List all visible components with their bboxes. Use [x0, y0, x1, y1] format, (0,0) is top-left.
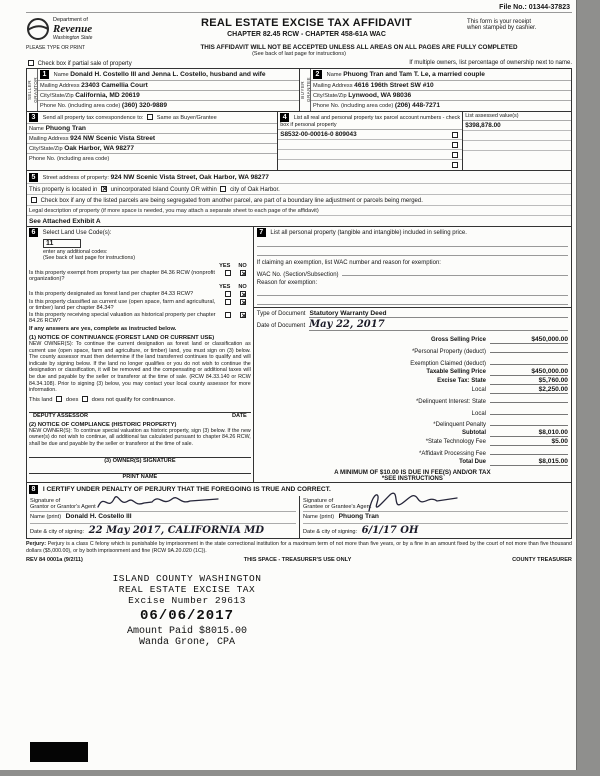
fin-row-tech-fee	[257, 438, 568, 446]
assessed-values-header: List assessed value(s)	[463, 112, 571, 121]
fin-value-personal-deduct	[490, 345, 568, 353]
grantee-signature-label2: Grantee or Grantee's Agent	[303, 504, 372, 511]
seller-phone-row	[38, 101, 299, 111]
grantee-date-value: 6/1/17 OH	[361, 525, 419, 537]
parcel-personal-checkbox-4[interactable]	[452, 162, 458, 168]
personal-property-blank-2	[257, 247, 568, 256]
correspondence-name-value: Phuong Tran	[45, 125, 86, 132]
parcel-row-3	[278, 150, 462, 160]
current-use-no-checkbox[interactable]	[240, 299, 246, 305]
legal-description-label-row	[27, 206, 571, 216]
correspondence-address-value: 924 NW Scenic Vista Street	[70, 135, 156, 142]
seller-side-strip	[27, 69, 38, 111]
grantor-signature-label2: Grantor or Grantor's Agent	[30, 504, 96, 511]
receipt-note-line1: This form is your receipt	[467, 19, 532, 25]
warning-sub: (See back of last page for instructions)	[252, 51, 346, 57]
doc-date-label: Date of Document	[256, 323, 306, 329]
historic-no-checkbox[interactable]	[240, 312, 246, 318]
question-exempt	[29, 270, 251, 282]
form-grid	[26, 68, 572, 539]
fin-row-delinquent-interest-state	[257, 395, 568, 405]
fin-value-delinquent-penalty	[490, 418, 568, 426]
buyer-side-label2: GRANTEE	[305, 77, 311, 103]
deputy-assessor-label: DEPUTY ASSESSOR	[33, 412, 89, 419]
question-historic-text: Is this property receiving special valuation as historical property per chapter 84.26 RCW?	[29, 312, 216, 324]
fin-value-exemption-deduct	[490, 357, 568, 365]
buyer-name-row	[311, 69, 571, 81]
file-number: File No.: 01344-37823	[26, 4, 572, 13]
grantor-name-row	[30, 512, 296, 524]
title-block	[146, 17, 467, 38]
treasurer-space-label: THIS SPACE - TREASURER'S USE ONLY	[243, 557, 352, 564]
fin-value-tech-fee: $5.00	[490, 438, 568, 446]
street-address-value: 924 NW Scenic Vista Street, Oak Harbor, WA 98277	[110, 173, 269, 181]
land-use-code-box[interactable]: 11	[43, 239, 81, 248]
fin-label-excise-state: Excise Tax: State	[437, 377, 486, 384]
send-correspondence-label: Send all property tax correspondence to:	[42, 115, 144, 121]
reason-blank-1	[257, 287, 568, 296]
land-use-header-row	[29, 228, 251, 237]
parcel-row-2	[278, 140, 462, 150]
correspondence-phone-label: Phone No. (including area code)	[29, 156, 110, 162]
perjury-text: Perjury is a class C felony which is punishable by imprisonment in the state correctional institution for a maximum term of not more than five years, or by a fine in an amount fixed by the court of not more than five thousand dollars ($5,000.00), or by both imprisonment and fine (RCW 9A.20.020 (1C)).	[26, 541, 572, 555]
deputy-assessor-line	[29, 412, 251, 419]
buyer-address-label: Mailing Address	[313, 83, 353, 89]
dor-logo-icon	[26, 17, 50, 41]
fin-row-total-due	[257, 458, 568, 466]
parcel-number-value: S8532-00-00016-0 809043	[280, 131, 357, 138]
seller-side-label1: SELLER	[26, 79, 32, 101]
correspondence-address-row	[27, 134, 277, 144]
qualify-does-checkbox[interactable]	[56, 396, 62, 402]
fin-value-gross: $450,000.00	[490, 336, 568, 344]
correspondence-header	[27, 112, 277, 124]
section-6-number: 6	[29, 228, 38, 237]
section-landuse-personal	[27, 227, 571, 483]
stamp-excise-number: Excise Number 29613	[128, 595, 246, 607]
fin-value-total-due: $8,015.00	[490, 458, 568, 466]
assessed-value-3	[463, 141, 571, 151]
section-certification	[27, 483, 571, 538]
exempt-yes-checkbox[interactable]	[225, 270, 231, 276]
buyer-phone-row	[311, 101, 571, 111]
parcel-personal-checkbox-2[interactable]	[452, 142, 458, 148]
warning-line: THIS AFFIDAVIT WILL NOT BE ACCEPTED UNLESS ALL AREAS ON ALL PAGES ARE FULLY COMPLETED	[200, 44, 518, 51]
section-2-number: 2	[313, 70, 322, 79]
section-seller	[27, 69, 299, 111]
parcel-numbers-column	[277, 112, 462, 170]
notice-continuance-body: NEW OWNER(S): To continue the current designation as forest land or classification as current use (open space, farm and agriculture, or timber) land, you must sign on (3) below. The county assessor must then determine if the land transferred continues to qualify and will indicate by signing below. If the land no longer qualifies or you do not wish to continue the designation or classification, it will be removed and the compensating or additional taxes will be due and payable by the seller or transferor at the time of sale. (RCW 84.33.140 or RCW 84.34.108). Prior to signing (3) below, you may contact your local county assessor for more information.	[29, 341, 251, 394]
washington-state: Washington State	[53, 35, 93, 41]
fin-value-delinquent-interest-state	[490, 395, 568, 403]
dor-logo-text	[53, 17, 92, 41]
correspondence-address-label: Mailing Address	[29, 136, 69, 142]
section-1-number: 1	[40, 70, 49, 79]
section-seller-buyer	[27, 69, 571, 112]
grantee-name-row	[303, 512, 568, 524]
grantor-name-value: Donald H. Costello III	[65, 513, 132, 521]
receipt-note-line2: when stamped by cashier.	[467, 25, 537, 31]
legal-description-value: See Attached Exhibit A	[29, 217, 101, 225]
form-title: REAL ESTATE EXCISE TAX AFFIDAVIT	[200, 17, 413, 29]
fin-label-delinquent-interest-local: Local	[471, 410, 486, 417]
seller-side-label2: GRANTOR	[32, 77, 38, 103]
form-body	[26, 4, 572, 648]
correspondence-csz-row	[27, 144, 277, 154]
correspondence-phone-row	[27, 154, 277, 164]
buyer-fields	[311, 69, 571, 111]
fin-row-subtotal	[257, 429, 568, 437]
seller-csz-value: California, MD 20619	[75, 92, 140, 99]
exempt-no-checkbox[interactable]	[240, 270, 246, 276]
fin-row-exemption-deduct	[257, 357, 568, 367]
stamp-amount-paid: Amount Paid $8015.00	[126, 626, 248, 638]
qualify-post: qualify for continuance.	[115, 396, 176, 403]
rev-form-number: REV 84 0001a (9/2/11)	[26, 557, 83, 564]
print-name-label: PRINT NAME	[122, 473, 158, 480]
land-use-header: Select Land Use Code(s):	[42, 230, 112, 236]
seller-name-value: Donald H. Costello III and Jenna L. Costello, husband and wife	[70, 71, 266, 78]
reason-blank-2	[257, 296, 568, 305]
yes-label-1: YES	[219, 263, 231, 269]
form-header	[26, 17, 572, 41]
fin-label-taxable: Taxable Selling Price	[426, 368, 486, 375]
wac-row	[254, 267, 571, 279]
fin-label-gross: Gross Selling Price	[430, 337, 486, 344]
notice-compliance-title: (2) NOTICE OF COMPLIANCE (HISTORIC PROPERTY)	[29, 421, 177, 428]
fin-row-delinquent-penalty	[257, 418, 568, 428]
fin-label-personal-deduct: *Personal Property (deduct)	[411, 349, 486, 356]
assessed-value-4	[463, 151, 571, 161]
deputy-date-label: DATE	[231, 412, 247, 419]
question-forest	[29, 291, 251, 298]
seller-fields	[38, 69, 299, 111]
footer-row	[26, 557, 572, 563]
scanner-mark	[30, 742, 88, 762]
section-8-number: 8	[29, 485, 38, 494]
correspondence-name-row	[27, 124, 277, 134]
segregated-checkbox[interactable]	[31, 197, 37, 203]
seller-phone-value: (360) 320-9889	[121, 102, 167, 109]
parcel-numbers-header	[278, 112, 462, 130]
unincorporated-checkbox[interactable]	[101, 186, 107, 192]
correspondence-name-label: Name	[29, 126, 44, 132]
fin-label-exemption-deduct: Exemption Claimed (deduct)	[410, 360, 486, 367]
grantee-date-row	[303, 524, 568, 537]
fin-label-total-due: Total Due	[459, 459, 486, 466]
fin-row-excise-local	[257, 386, 568, 394]
grantor-signature-label1: Signature of	[30, 498, 61, 505]
buyer-phone-value: (206) 448-7271	[394, 102, 440, 109]
fin-row-gross	[257, 336, 568, 344]
segregated-row	[27, 195, 571, 206]
seller-address-row	[38, 81, 299, 91]
section-7-number: 7	[257, 228, 266, 237]
current-use-yes-checkbox[interactable]	[225, 299, 231, 305]
qualify-does-not-checkbox[interactable]	[82, 396, 88, 402]
grantor-date-label: Date & city of signing:	[30, 529, 85, 536]
grantor-certification	[27, 496, 299, 538]
question-historic	[29, 312, 251, 324]
grantee-signature-label1: Signature of	[303, 498, 334, 505]
qualify-does-not-label: does not	[91, 396, 114, 403]
yes-no-header-1	[29, 263, 251, 269]
seller-address-value: 23403 Camellia Court	[81, 82, 148, 89]
wac-input-line	[342, 268, 568, 276]
seller-csz-row	[38, 91, 299, 101]
grantee-certification	[299, 496, 571, 538]
dept-of: Department of	[53, 17, 88, 23]
receipt-note	[467, 17, 572, 31]
additional-codes-note: enter any additional codes:	[43, 249, 108, 255]
doc-type-row	[257, 310, 568, 318]
grantor-signature-row	[30, 497, 296, 512]
section-3-number: 3	[29, 113, 38, 122]
buyer-csz-value: Lynwood, WA 98036	[348, 92, 412, 99]
fin-label-tech-fee: *State Technology Fee	[425, 439, 486, 446]
fin-value-excise-local: $2,250.00	[490, 386, 568, 394]
land-use-column	[27, 227, 253, 482]
personal-property-header-row	[254, 227, 571, 238]
yes-no-header-2	[29, 284, 251, 290]
buyer-address-row	[311, 81, 571, 91]
document-block	[254, 307, 571, 332]
located-unincorporated: unincorporated Island County	[110, 186, 190, 193]
personal-property-header: List all personal property (tangible and intangible) included in selling price.	[270, 230, 467, 236]
fin-label-processing-fee: *Affidavit Processing Fee	[419, 451, 486, 458]
multiple-owners-note: If multiple owners, list percentage of ownership next to name.	[409, 60, 572, 66]
if-yes-note: If any answers are yes, complete as instructed below.	[29, 326, 177, 332]
fin-row-personal-deduct	[257, 345, 568, 355]
notice-continuance-title: (1) NOTICE OF CONTINUANCE (FOREST LAND OR CURRENT USE)	[29, 335, 215, 341]
stamp-date: 06/06/2017	[139, 608, 234, 625]
financial-table	[254, 335, 571, 466]
parcel-numbers-header-text: List all real and personal property tax parcel account numbers - check box if personal property	[280, 115, 461, 128]
question-current-use	[29, 299, 251, 311]
section-5-number: 5	[29, 173, 38, 182]
partial-sale-checkbox[interactable]	[28, 60, 34, 66]
section-correspondence-parcels	[27, 112, 571, 171]
fin-row-excise-state	[257, 377, 568, 385]
parcel-personal-checkbox-1[interactable]	[452, 132, 458, 138]
stamp-title: REAL ESTATE EXCISE TAX	[118, 584, 256, 596]
fin-value-delinquent-interest-local	[490, 407, 568, 415]
seller-csz-label: City/State/Zip	[40, 93, 74, 99]
same-as-buyer-checkbox[interactable]	[147, 114, 153, 120]
buyer-phone-label: Phone No. (including area code)	[313, 103, 394, 109]
fin-label-delinquent-interest-state: *Delinquent Interest: State	[415, 399, 486, 406]
seller-phone-label: Phone No. (including area code)	[40, 103, 121, 109]
form-chapter: CHAPTER 82.45 RCW - CHAPTER 458-61A WAC	[227, 31, 386, 38]
partial-sale-group	[26, 60, 132, 67]
grantee-name-label: Name (print)	[303, 514, 335, 521]
notice-row	[26, 44, 572, 51]
dor-logo	[26, 17, 146, 41]
partial-sale-label: Check box if partial sale of property	[37, 61, 132, 67]
correspondence-csz-label: City/State/Zip	[29, 146, 63, 152]
doc-date-row	[257, 319, 568, 331]
buyer-name-label: Name	[326, 72, 342, 78]
certification-statement: I CERTIFY UNDER PENALTY OF PERJURY THAT THE FOREGOING IS TRUE AND CORRECT.	[42, 486, 331, 494]
buyer-csz-row	[311, 91, 571, 101]
fin-label-excise-local: Local	[471, 387, 486, 394]
assessed-value-2	[463, 131, 571, 141]
legal-description-value-row	[27, 216, 571, 226]
county-treasurer-label: COUNTY TREASURER	[512, 557, 572, 564]
type-or-print: PLEASE TYPE OR PRINT	[26, 45, 86, 51]
street-address-row	[27, 171, 571, 184]
wac-label: WAC No. (Section/Subsection)	[256, 272, 339, 278]
segregated-label: Check box if any of the listed parcels are being segregated from another parcel, are part of a boundary line adjustment or parcels being merged.	[40, 197, 423, 204]
treasurer-stamp	[62, 573, 312, 648]
seller-name-label: Name	[53, 72, 69, 78]
street-address-label: Street address of property:	[42, 174, 109, 181]
seller-address-label: Mailing Address	[40, 83, 80, 89]
buyer-side-strip	[300, 69, 311, 111]
section-4-number: 4	[280, 113, 289, 122]
buyer-side-label1: BUYER	[299, 81, 305, 99]
no-label-2: NO	[238, 284, 247, 290]
correspondence-column	[27, 112, 277, 170]
perjury-label: Perjury:	[26, 541, 47, 548]
stamp-county: ISLAND COUNTY WASHINGTON	[112, 573, 262, 585]
personal-property-column	[253, 227, 571, 482]
assessed-values-column	[462, 112, 571, 170]
exemption-claim-label: If claiming an exemption, list WAC number and reason for exemption:	[256, 260, 441, 266]
grantor-name-label: Name (print)	[30, 514, 62, 521]
stamp-cashier-name: Wanda Grone, CPA	[138, 637, 235, 649]
buyer-address-value: 4616 196th Street SW #10	[354, 82, 434, 89]
print-name-line	[29, 473, 251, 480]
section-street-address	[27, 171, 571, 227]
question-forest-text: Is this property designated as forest land per chapter 84.33 RCW?	[29, 291, 194, 297]
notice-compliance-body: NEW OWNER(S): To continue special valuation as historic property, sign (3) below. If the new owner(s) do not wish to continue, all additional tax calculated pursuant to chapter 84.26 RCW, shall be due and payable by the seller or transferor at the time of sale.	[29, 427, 251, 448]
fin-label-delinquent-penalty: *Delinquent Penalty	[433, 421, 486, 428]
grantee-name-value: Phuong Tran	[338, 513, 379, 521]
owners-signature-label: (3) OWNER(S) SIGNATURE	[104, 457, 176, 464]
fin-value-processing-fee	[490, 447, 568, 455]
fin-row-processing-fee	[257, 447, 568, 457]
fin-row-delinquent-interest-local	[257, 407, 568, 417]
see-instructions-note: *SEE INSTRUCTIONS	[381, 476, 443, 483]
section-buyer	[299, 69, 571, 111]
fin-value-taxable: $450,000.00	[490, 368, 568, 376]
legal-description-label: Legal description of property (if more space is needed, you may attach a separate sheet to each page of the affidavit)	[29, 207, 319, 214]
historic-yes-checkbox[interactable]	[225, 312, 231, 318]
forest-yes-checkbox[interactable]	[225, 291, 231, 297]
doc-type-label: Type of Document	[256, 311, 306, 317]
minimum-due-note: A MINIMUM OF $10.00 IS DUE IN FEE(S) AND/OR TAX	[334, 469, 491, 477]
fin-value-subtotal: $8,010.00	[490, 429, 568, 437]
qualify-does-label: does	[65, 396, 79, 403]
perjury-note	[26, 541, 572, 555]
grantor-date-row	[30, 524, 296, 537]
located-city: city of Oak Harbor.	[230, 186, 280, 193]
owners-signature-line	[29, 457, 251, 464]
revenue: Revenue	[53, 23, 93, 35]
qualify-pre: This land	[29, 396, 53, 403]
parcel-personal-checkbox-3[interactable]	[452, 152, 458, 158]
city-checkbox[interactable]	[220, 186, 226, 192]
doc-type-value: Statutory Warranty Deed	[309, 310, 568, 318]
parcel-row-4	[278, 160, 462, 170]
reason-exemption-label: Reason for exemption:	[256, 280, 318, 286]
fin-value-excise-state: $5,760.00	[490, 377, 568, 385]
yes-label-2: YES	[219, 284, 231, 290]
partial-sale-row	[26, 60, 572, 67]
personal-property-blank-1	[257, 238, 568, 247]
assessed-value-1: $398,878.00	[463, 121, 571, 131]
seller-name-row	[38, 69, 299, 81]
located-pre: This property is located in	[29, 186, 98, 193]
located-or: OR within	[190, 186, 217, 193]
grantor-date-value: 22 May 2017, CALIFORNIA MD	[88, 525, 265, 537]
question-current-use-text: Is this property classified as current use (open space, farm and agricultural, or timber) land per chapter 84.34?	[29, 299, 216, 311]
certification-grid	[27, 496, 571, 538]
fin-row-taxable	[257, 368, 568, 376]
same-as-buyer-label: Same as Buyer/Grantee	[156, 115, 217, 121]
buyer-csz-label: City/State/Zip	[313, 93, 347, 99]
grantee-signature-row	[303, 497, 568, 512]
grantee-date-label: Date & city of signing:	[303, 529, 358, 536]
no-label-1: NO	[238, 263, 247, 269]
fin-label-subtotal: Subtotal	[461, 429, 486, 436]
doc-date-value: May 22, 2017	[309, 319, 568, 331]
qualify-row	[29, 396, 251, 403]
see-back-note: (See back of last page for instructions)	[43, 255, 135, 261]
buyer-name-value: Phuong Tran and Tam T. Le, a married couple	[343, 71, 485, 78]
correspondence-csz-value: Oak Harbor, WA 98277	[64, 145, 135, 152]
forest-no-checkbox[interactable]	[240, 291, 246, 297]
located-row	[27, 184, 571, 195]
question-exempt-text: Is this property exempt from property tax per chapter 84.36 RCW (nonprofit organization)?	[29, 270, 215, 282]
parcel-row-1	[278, 130, 462, 140]
